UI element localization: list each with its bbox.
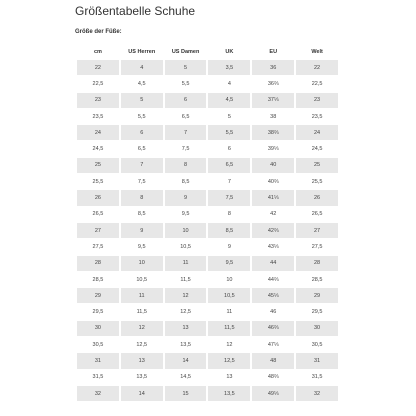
table-row — [77, 190, 338, 205]
cell-us-herren: 10,5 — [121, 272, 163, 287]
cell-eu: 36⅔ — [252, 76, 294, 91]
cell-us-herren: 6,5 — [121, 141, 163, 156]
cell-uk: 7,5 — [208, 190, 250, 205]
cell-uk: 8 — [208, 207, 250, 222]
cell-us-herren: 11 — [121, 288, 163, 303]
cell-us-herren: 9 — [121, 223, 163, 238]
cell-cm: 31,5 — [77, 370, 119, 385]
cell-us-herren: 9,5 — [121, 239, 163, 254]
cell-cm: 23,5 — [77, 109, 119, 124]
table-row — [77, 353, 338, 368]
cell-cm: 29 — [77, 288, 119, 303]
cell-us-herren: 12,5 — [121, 337, 163, 352]
cell-uk: 10,5 — [208, 288, 250, 303]
cell-eu: 39⅓ — [252, 141, 294, 156]
cell-eu: 38⅔ — [252, 125, 294, 140]
cell-welt: 30 — [296, 321, 338, 336]
table-row — [77, 141, 338, 156]
cell-uk: 4 — [208, 76, 250, 91]
cell-welt: 24 — [296, 125, 338, 140]
cell-welt: 22,5 — [296, 76, 338, 91]
cell-us-damen: 11,5 — [165, 272, 207, 287]
cell-us-damen: 13 — [165, 321, 207, 336]
cell-us-damen: 6,5 — [165, 109, 207, 124]
cell-uk: 11 — [208, 304, 250, 319]
cell-us-damen: 7,5 — [165, 141, 207, 156]
cell-eu: 46 — [252, 304, 294, 319]
cell-us-damen: 5 — [165, 60, 207, 75]
cell-us-damen: 7 — [165, 125, 207, 140]
table-row — [77, 337, 338, 352]
cell-cm: 22 — [77, 60, 119, 75]
cell-welt: 27 — [296, 223, 338, 238]
cell-us-damen: 10 — [165, 223, 207, 238]
section-subtitle: Größe der Füße: — [75, 29, 122, 35]
cell-cm: 24,5 — [77, 141, 119, 156]
cell-eu: 42 — [252, 207, 294, 222]
cell-eu: 46⅔ — [252, 321, 294, 336]
cell-us-damen: 5,5 — [165, 76, 207, 91]
cell-welt: 22 — [296, 60, 338, 75]
cell-welt: 27,5 — [296, 239, 338, 254]
cell-cm: 30 — [77, 321, 119, 336]
cell-welt: 23,5 — [296, 109, 338, 124]
cell-eu: 43⅓ — [252, 239, 294, 254]
cell-us-damen: 12,5 — [165, 304, 207, 319]
cell-cm: 25 — [77, 158, 119, 173]
cell-welt: 30,5 — [296, 337, 338, 352]
cell-cm: 24 — [77, 125, 119, 140]
table-row — [77, 239, 338, 254]
cell-uk: 4,5 — [208, 93, 250, 108]
cell-eu: 42⅔ — [252, 223, 294, 238]
cell-eu: 38 — [252, 109, 294, 124]
cell-us-damen: 15 — [165, 386, 207, 401]
cell-cm: 28 — [77, 256, 119, 271]
cell-uk: 13,5 — [208, 386, 250, 401]
cell-us-herren: 12 — [121, 321, 163, 336]
cell-eu: 44 — [252, 256, 294, 271]
table-row — [77, 207, 338, 222]
cell-us-herren: 14 — [121, 386, 163, 401]
cell-welt: 29 — [296, 288, 338, 303]
cell-welt: 25 — [296, 158, 338, 173]
cell-eu: 41⅓ — [252, 190, 294, 205]
table-row — [77, 158, 338, 173]
cell-welt: 24,5 — [296, 141, 338, 156]
cell-uk: 3,5 — [208, 60, 250, 75]
header-us-herren: US Herren — [121, 45, 163, 59]
cell-eu: 48⅔ — [252, 370, 294, 385]
cell-cm: 27,5 — [77, 239, 119, 254]
cell-welt: 28 — [296, 256, 338, 271]
cell-eu: 45⅓ — [252, 288, 294, 303]
cell-cm: 31 — [77, 353, 119, 368]
cell-us-herren: 8 — [121, 190, 163, 205]
table-row — [77, 370, 338, 385]
cell-eu: 40⅔ — [252, 174, 294, 189]
header-row — [77, 45, 338, 59]
cell-uk: 12 — [208, 337, 250, 352]
cell-us-herren: 7,5 — [121, 174, 163, 189]
cell-cm: 28,5 — [77, 272, 119, 287]
cell-us-herren: 4 — [121, 60, 163, 75]
cell-welt: 25,5 — [296, 174, 338, 189]
cell-cm: 26 — [77, 190, 119, 205]
cell-us-damen: 12 — [165, 288, 207, 303]
cell-cm: 27 — [77, 223, 119, 238]
table-row — [77, 125, 338, 140]
cell-welt: 23 — [296, 93, 338, 108]
cell-us-damen: 9 — [165, 190, 207, 205]
cell-welt: 31,5 — [296, 370, 338, 385]
cell-eu: 49⅓ — [252, 386, 294, 401]
table-row — [77, 93, 338, 108]
table-row — [77, 174, 338, 189]
header-cm: cm — [77, 45, 119, 59]
cell-us-damen: 6 — [165, 93, 207, 108]
cell-us-herren: 7 — [121, 158, 163, 173]
cell-cm: 29,5 — [77, 304, 119, 319]
cell-eu: 36 — [252, 60, 294, 75]
cell-uk: 8,5 — [208, 223, 250, 238]
size-table — [75, 44, 340, 402]
table-row — [77, 256, 338, 271]
cell-us-herren: 11,5 — [121, 304, 163, 319]
cell-us-damen: 11 — [165, 256, 207, 271]
cell-us-damen: 14 — [165, 353, 207, 368]
table-row — [77, 386, 338, 401]
cell-cm: 22,5 — [77, 76, 119, 91]
table-row — [77, 288, 338, 303]
cell-eu: 44⅔ — [252, 272, 294, 287]
cell-uk: 6,5 — [208, 158, 250, 173]
table-header — [77, 45, 338, 59]
cell-cm: 23 — [77, 93, 119, 108]
table-row — [77, 109, 338, 124]
cell-eu: 47⅓ — [252, 337, 294, 352]
cell-welt: 26,5 — [296, 207, 338, 222]
cell-us-herren: 8,5 — [121, 207, 163, 222]
cell-cm: 25,5 — [77, 174, 119, 189]
cell-us-damen: 9,5 — [165, 207, 207, 222]
cell-welt: 26 — [296, 190, 338, 205]
cell-welt: 29,5 — [296, 304, 338, 319]
table-row — [77, 60, 338, 75]
table-row — [77, 223, 338, 238]
table-body — [77, 60, 338, 401]
cell-uk: 12,5 — [208, 353, 250, 368]
cell-us-damen: 8 — [165, 158, 207, 173]
header-welt: Welt — [296, 45, 338, 59]
cell-us-herren: 6 — [121, 125, 163, 140]
cell-cm: 26,5 — [77, 207, 119, 222]
cell-us-damen: 14,5 — [165, 370, 207, 385]
table-row — [77, 304, 338, 319]
cell-welt: 32 — [296, 386, 338, 401]
cell-welt: 31 — [296, 353, 338, 368]
cell-uk: 10 — [208, 272, 250, 287]
cell-uk: 6 — [208, 141, 250, 156]
cell-us-herren: 13 — [121, 353, 163, 368]
cell-us-herren: 10 — [121, 256, 163, 271]
cell-us-damen: 8,5 — [165, 174, 207, 189]
cell-us-herren: 5 — [121, 93, 163, 108]
table-row — [77, 76, 338, 91]
cell-cm: 30,5 — [77, 337, 119, 352]
cell-uk: 13 — [208, 370, 250, 385]
cell-eu: 40 — [252, 158, 294, 173]
cell-cm: 32 — [77, 386, 119, 401]
cell-uk: 7 — [208, 174, 250, 189]
cell-eu: 37⅓ — [252, 93, 294, 108]
header-uk: UK — [208, 45, 250, 59]
cell-us-damen: 10,5 — [165, 239, 207, 254]
cell-uk: 11,5 — [208, 321, 250, 336]
cell-uk: 5 — [208, 109, 250, 124]
table-row — [77, 321, 338, 336]
cell-uk: 9,5 — [208, 256, 250, 271]
cell-uk: 5,5 — [208, 125, 250, 140]
cell-uk: 9 — [208, 239, 250, 254]
cell-us-herren: 5,5 — [121, 109, 163, 124]
cell-us-herren: 4,5 — [121, 76, 163, 91]
header-eu: EU — [252, 45, 294, 59]
cell-eu: 48 — [252, 353, 294, 368]
header-us-damen: US Damen — [165, 45, 207, 59]
page-title: Größentabelle Schuhe — [75, 4, 196, 18]
cell-us-damen: 13,5 — [165, 337, 207, 352]
table-row — [77, 272, 338, 287]
cell-welt: 28,5 — [296, 272, 338, 287]
cell-us-herren: 13,5 — [121, 370, 163, 385]
